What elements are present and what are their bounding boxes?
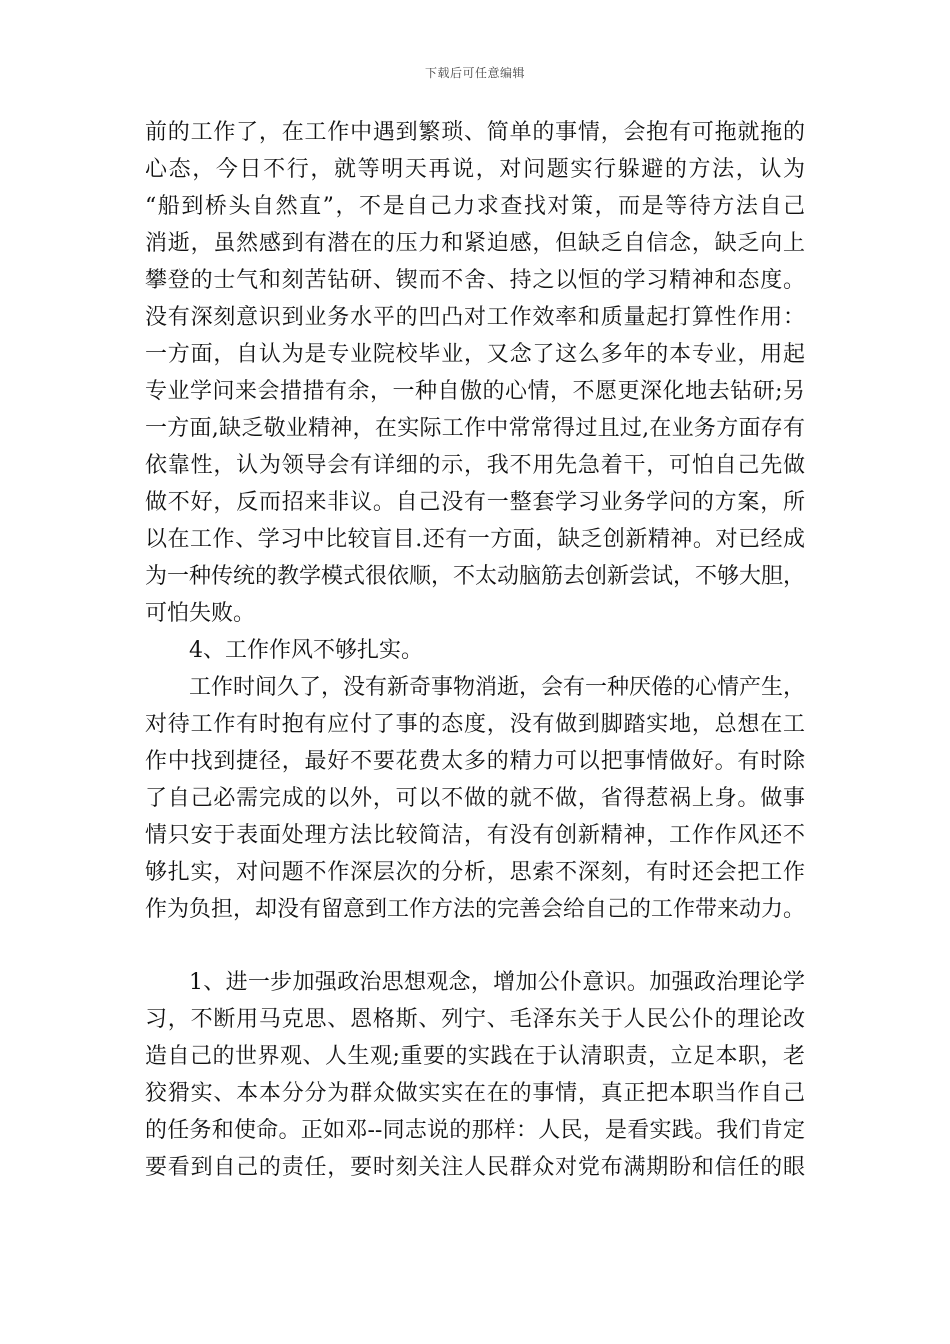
text-line: 以在工作、学习中比较盲目.还有一方面，缺乏创新精神。对已经成	[145, 527, 805, 552]
text-line: 依靠性，认为领导会有详细的示，我不用先急着干，可怕自己先做	[145, 453, 805, 478]
text-line: 造自己的世界观、人生观;重要的实践在于认清职责，立足本职，老	[145, 1044, 805, 1069]
paragraph-political-study	[145, 964, 805, 1186]
paragraph-work-style	[145, 669, 805, 928]
text-line: 为一种传统的教学模式很依顺，不太动脑筋去创新尝试，不够大胆，	[145, 564, 806, 589]
text-line: 了自己必需完成的以外，可以不做的就不做，省得惹祸上身。做事	[145, 786, 805, 811]
text-line: 一方面，自认为是专业院校毕业，又念了这么多年的本专业，用起	[145, 342, 805, 367]
text-line: 可怕失败。	[145, 601, 256, 626]
text-line: 心态，今日不行，就等明天再说，对问题实行躲避的方法，认为	[145, 157, 805, 182]
text-line: 前的工作了，在工作中遇到繁琐、简单的事情，会抱有可拖就拖的	[145, 120, 805, 145]
text-line: 一方面,缺乏敬业精神，在实际工作中常常得过且过,在业务方面存有	[145, 416, 805, 441]
text-line: 的任务和使命。正如邓--同志说的那样：人民，是看实践。我们肯定	[145, 1118, 805, 1143]
text-line: 工作时间久了，没有新奇事物消逝，会有一种厌倦的心情产生，	[189, 675, 806, 700]
text-line: 消逝，虽然感到有潜在的压力和紧迫感，但缺乏自信念，缺乏向上	[145, 231, 805, 256]
text-line: 作为负担，却没有留意到工作方法的完善会给自己的工作带来动力。	[145, 897, 806, 922]
paragraph-spacer	[145, 928, 805, 964]
text-line: 做不好，反而招来非议。自己没有一整套学习业务学问的方案，所	[145, 490, 805, 515]
text-line: 作中找到捷径，最好不要花费太多的精力可以把事情做好。有时除	[145, 749, 805, 774]
text-line: 1、进一步加强政治思想观念，增加公仆意识。加强政治理论学	[189, 970, 805, 995]
document-body	[145, 114, 805, 1186]
text-line: “船到桥头自然直”，不是自己力求查找对策，而是等待方法自己	[145, 194, 805, 219]
page-header: 下载后可任意编辑	[424, 66, 525, 80]
text-line: 对待工作有时抱有应付了事的态度，没有做到脚踏实地，总想在工	[145, 712, 805, 737]
text-line: 情只安于表面处理方法比较简洁，有没有创新精神，工作作风还不	[145, 823, 805, 848]
paragraph-work-attitude	[145, 114, 805, 632]
text-line: 要看到自己的责任，要时刻关注人民群众对党布满期盼和信任的眼	[145, 1155, 805, 1180]
text-line: 习，不断用马克思、恩格斯、列宁、毛泽东关于人民公仆的理论改	[145, 1007, 805, 1032]
section-heading: 4、工作作风不够扎实。	[189, 638, 423, 663]
text-line: 攀登的士气和刻苦钻研、锲而不舍、持之以恒的学习精神和态度。	[145, 268, 805, 293]
text-line: 没有深刻意识到业务水平的凹凸对工作效率和质量起打算性作用：	[145, 305, 805, 330]
text-line: 狡猾实、本本分分为群众做实实在在的事情，真正把本职当作自己	[145, 1081, 805, 1106]
text-line: 够扎实，对问题不作深层次的分析，思索不深刻，有时还会把工作	[145, 860, 805, 885]
text-line: 专业学问来会措措有余，一种自傲的心情，不愿更深化地去钻研;另	[145, 379, 805, 404]
